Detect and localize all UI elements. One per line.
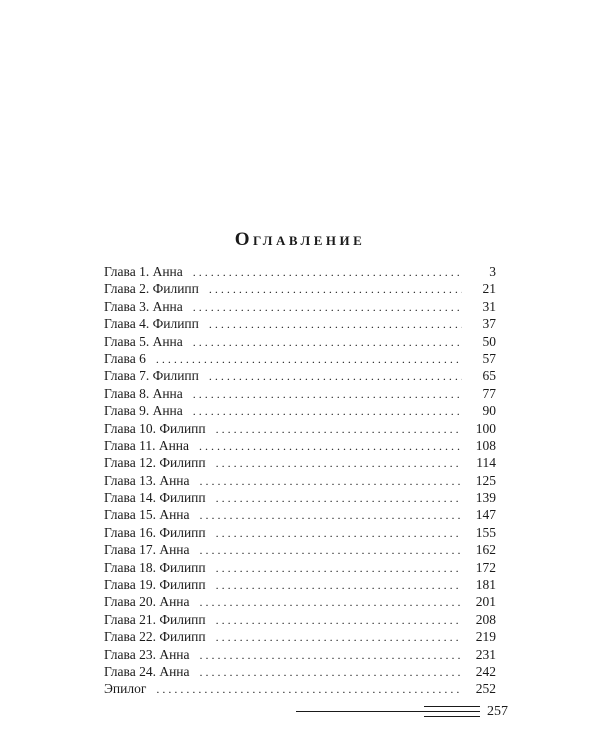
toc-entry-page: 100 [475,420,496,436]
toc-entry [104,576,496,593]
toc-entry [104,506,496,523]
toc-entry-page: 208 [475,611,496,627]
toc-entry [104,420,496,437]
dot-leader [216,490,462,507]
toc-entry-title: Эпилог [104,681,147,697]
dot-leader [193,299,462,316]
toc-entry-page: 125 [475,472,496,488]
toc-entry-title: Глава 23. Анна [104,646,190,662]
toc-entry [104,593,496,610]
toc-entry [104,333,496,350]
toc-entry-title: Глава 17. Анна [104,542,190,558]
dot-leader [209,281,462,298]
toc-entry-title: Глава 14. Филипп [104,490,206,506]
toc-entry-page: 201 [475,594,496,610]
dot-leader [216,577,462,594]
toc-entry [104,367,496,384]
dot-leader [200,507,462,524]
toc-entry-title: Глава 11. Анна [104,437,190,453]
toc-entry [104,559,496,576]
toc-entry-title: Глава 22. Филипп [104,629,206,645]
toc-entry-page: 50 [482,333,496,349]
toc-entry [104,680,496,697]
toc-entry-title: Глава 24. Анна [104,663,190,679]
page-number: 257 [487,704,508,719]
toc-entry-page: 65 [482,368,496,384]
toc-heading: Оглавление [234,229,366,250]
toc-entry-page: 90 [482,403,496,419]
toc-entry-title: Глава 21. Филипп [104,611,206,627]
toc-entry [104,489,496,506]
dot-leader [216,612,462,629]
toc-entry [104,611,496,628]
toc-entry-page: 114 [476,455,496,471]
toc-entry-title: Глава 12. Филипп [104,455,206,471]
toc-entry-page: 31 [482,298,496,314]
toc-entry-title: Глава 6 [104,350,146,366]
toc-entry-page: 181 [475,577,496,593]
dot-leader [193,386,462,403]
toc-entry [104,350,496,367]
toc-entry [104,628,496,645]
toc-entry-page: 3 [489,264,496,279]
toc-entry-page: 147 [475,507,496,523]
dot-leader [200,473,462,490]
toc-entry-title: Глава 10. Филипп [104,420,206,436]
toc-entry-title: Глава 20. Анна [104,594,190,610]
dot-leader [216,560,462,577]
toc-entry [104,541,496,558]
toc-entry-page: 21 [482,281,496,297]
toc-entry-title: Глава 18. Филипп [104,559,206,575]
toc-entry-page: 37 [482,316,496,332]
toc-entry [104,437,496,454]
toc-entry-page: 172 [475,559,496,575]
toc-entry-page: 162 [475,542,496,558]
dot-leader [156,351,462,368]
toc-entry [104,524,496,541]
toc-entry-title: Глава 3. Анна [104,298,183,314]
toc-entry-page: 252 [475,681,496,697]
toc-entry [104,315,496,332]
toc-entry-title: Глава 5. Анна [104,333,183,349]
toc-entry [104,663,496,680]
toc-entry-title: Глава 16. Филипп [104,524,206,540]
toc-entry-page: 108 [475,437,496,453]
footer-rule-middle [296,711,480,712]
dot-leader [209,316,462,333]
toc-entry-page: 57 [482,350,496,366]
toc-entry [104,280,496,297]
dot-leader [216,455,462,472]
toc-entry [104,646,496,663]
toc-entry-title: Глава 7. Филипп [104,368,199,384]
toc-entry-page: 77 [482,385,496,401]
toc-entry-title: Глава 2. Филипп [104,281,199,297]
toc-entry-title: Глава 15. Анна [104,507,190,523]
footer-rule-top [424,706,480,707]
toc-entry-page: 139 [475,490,496,506]
dot-leader [216,525,462,542]
dot-leader [200,664,462,681]
toc-entry-title: Глава 19. Филипп [104,577,206,593]
toc-entry [104,298,496,315]
toc-entry [104,454,496,471]
dot-leader [156,681,462,698]
dot-leader [193,334,462,351]
toc-entry-page: 231 [475,646,496,662]
toc-entry-title: Глава 4. Филипп [104,316,199,332]
toc-entry-title: Глава 8. Анна [104,385,183,401]
dot-leader [199,438,462,455]
toc-entry-page: 242 [475,663,496,679]
dot-leader [216,421,462,438]
toc-entry-title: Глава 1. Анна [104,264,183,279]
footer-rule-bottom [424,716,480,717]
toc-entry-title: Глава 9. Анна [104,403,183,419]
dot-leader [209,368,462,385]
dot-leader [193,264,462,281]
toc-entry-page: 155 [475,524,496,540]
toc-entry [104,402,496,419]
toc-entry-title: Глава 13. Анна [104,472,190,488]
toc-entry-page: 219 [475,629,496,645]
toc-entry [104,263,496,280]
toc-entry [104,472,496,489]
dot-leader [200,594,462,611]
toc-list [104,263,496,698]
dot-leader [200,542,462,559]
dot-leader [200,647,462,664]
dot-leader [216,629,462,646]
toc-entry [104,385,496,402]
dot-leader [193,403,462,420]
